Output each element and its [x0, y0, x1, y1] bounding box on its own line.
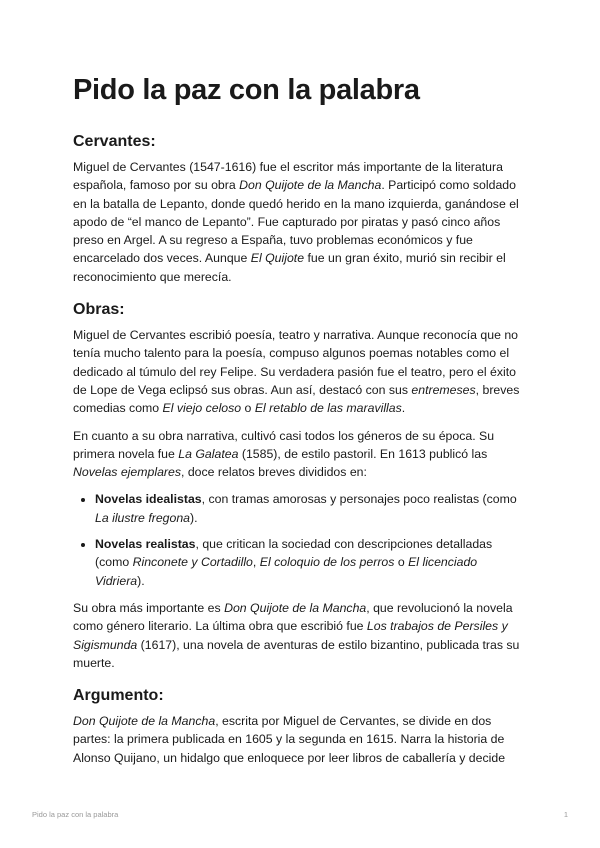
- footer-title: Pido la paz con la palabra: [32, 810, 119, 819]
- paragraph-obras-3: Su obra más importante es Don Quijote de la Mancha, que revolucionó la novela como género literario. La última obra que escribió fue Los trabajos de Persiles y Sigismunda (1617), una novela de aventuras de estilo bizantino, publicada tras su muerte.: [73, 600, 520, 670]
- list-item: • Novelas idealistas, con tramas amorosas y personajes poco realistas (como La ilustre fregona).: [95, 490, 528, 527]
- novel-types-list: [73, 490, 528, 589]
- page-title: Pido la paz con la palabra: [73, 74, 420, 106]
- paragraph-obras-2: En cuanto a su obra narrativa, cultivó casi todos los géneros de su época. Su primera novela fue La Galatea (1585), de estilo pastoril. En 1613 publicó las Novelas ejemplares, doce relatos breves divididos en:: [73, 428, 495, 480]
- document-page: [73, 72, 528, 776]
- page-footer: [32, 810, 568, 819]
- section-heading-argumento: Argumento:: [73, 687, 164, 705]
- page-number: 1: [563, 810, 568, 819]
- section-heading-cervantes: Cervantes:: [73, 133, 156, 150]
- paragraph-obras-1: Miguel de Cervantes escribió poesía, teatro y narrativa. Aunque reconocía que no tenía mucho talento para la poesía, compuso algunos poemas notables como el dedicado al túmulo del rey Felipe. Su verdadera pasión fue el teatro, pero el éxito de Lope de Vega eclipsó sus obras. Aun así, destacó con sus entremeses, breves comedias como El viejo celoso o El retablo de las maravillas.: [73, 328, 520, 416]
- paragraph-argumento: Don Quijote de la Mancha, escrita por Miguel de Cervantes, se divide en dos partes: la primera publicada en 1605 y la segunda en 1615. Narra la historia de Alonso Quijano, un hidalgo que enloquece por leer libros de caballería y decide: [73, 714, 506, 765]
- section-heading-obras: Obras:: [73, 301, 125, 319]
- paragraph-cervantes: Miguel de Cervantes (1547-1616) fue el escritor más importante de la literatura española, famoso por su obra Don Quijote de la Mancha. Participó como soldado en la batalla de Lepanto, donde quedó herido en la mano izquierda, ganándose el apodo de “el manco de Lepanto”. Fue capturado por piratas y pasó cinco años preso en Argel. A su regreso a España, tuvo problemas económicos y fue encarcelado dos veces. Aunque El Quijote fue un gran éxito, murió sin recibir el reconocimiento que merecía.: [73, 160, 519, 284]
- list-item: • Novelas realistas, que critican la sociedad con descripciones detalladas (como Rinconete y Cortadillo, El coloquio de los perros o El licenciado Vidriera).: [95, 535, 528, 590]
